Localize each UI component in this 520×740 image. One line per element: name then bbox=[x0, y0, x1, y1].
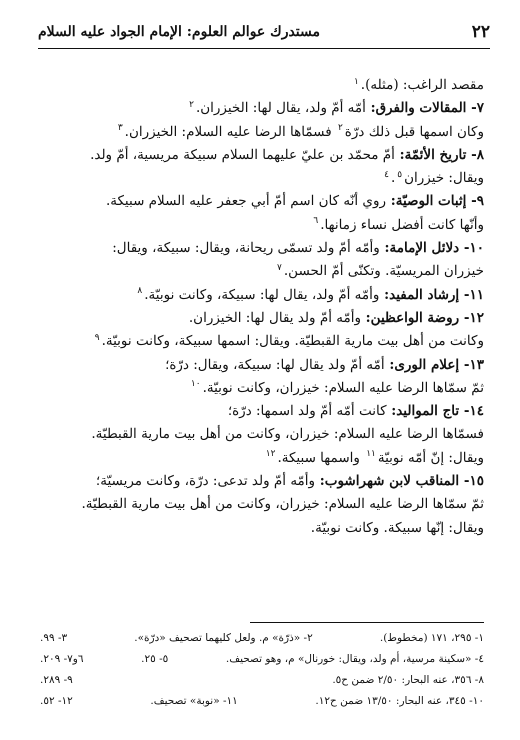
body-text-run: ثمّ سمّاها الرضا عليه السلام: خيزران، وكانت من أهل بيت مارية القبطيّة. bbox=[81, 496, 484, 513]
body-text-run: وأمّه أمّ ولد تدعى: درّة، وكانت مريسيّة؛ bbox=[95, 473, 316, 490]
body-text-run: فسمّاها الرضا عليه السلام: خيزران، وكانت من أهل بيت مارية القبطيّة. bbox=[91, 426, 484, 443]
footnote-marker: ٦ bbox=[313, 216, 319, 227]
footnote-item: ٣- ٩٩. bbox=[40, 632, 68, 644]
section-heading: ١٣- إعلام الورى: bbox=[384, 356, 484, 373]
body-line bbox=[40, 74, 484, 97]
body-line bbox=[40, 167, 484, 190]
body-text-run: أمّه أمّ ولد يقال لها: سبيكة، ويقال: درّة؛ bbox=[165, 356, 385, 373]
body-line bbox=[40, 493, 484, 516]
body-line bbox=[40, 470, 484, 493]
body-text-run: ويقال: إنّها سبيكة. وكانت نوبيّة. bbox=[310, 519, 484, 536]
footnote-item: ٥- ٢٥. bbox=[141, 653, 169, 665]
body-text-run: ثمّ سمّاها الرضا عليه السلام: خيزران، وكانت نوبيّة. bbox=[202, 379, 484, 396]
body-line bbox=[40, 307, 484, 330]
footnote-marker: ٤ bbox=[384, 169, 389, 180]
footnote-line bbox=[40, 670, 484, 691]
footnote-item: ١- ٢٩٥، ١٧١ (مخطوط). bbox=[379, 632, 484, 644]
section-heading: ٧- المقالات والفرق: bbox=[365, 100, 484, 117]
body-text-run: واسمها سبيكة. bbox=[277, 449, 365, 466]
section-heading: ١٠- دلائل الإمامة: bbox=[379, 240, 484, 257]
body-line bbox=[40, 97, 484, 120]
body-text-run: وأمّه أمّ ولد يقال لها: الخيزران. bbox=[188, 309, 361, 326]
footnote-marker: ٩ bbox=[94, 332, 100, 343]
footnote-rule bbox=[250, 622, 484, 623]
footnote-marker: ٢ bbox=[189, 99, 194, 110]
section-heading: ١٥- المناقب لابن شهراشوب: bbox=[315, 473, 484, 490]
body-text-run: خيزران المريسيّة. وتكنّى أمّ الحسن. bbox=[283, 263, 484, 280]
section-heading: ١١- إرشاد المفيد: bbox=[379, 286, 484, 303]
running-title: مستدرك عوالم العلوم: الإمام الجواد عليه السلام bbox=[38, 24, 321, 40]
section-heading: ١٤- تاج المواليد: bbox=[386, 403, 484, 420]
body-text-run: وأنّها كانت أفضل نساء زمانها. bbox=[320, 216, 484, 233]
page-number: ٢٢ bbox=[471, 22, 490, 42]
body-text bbox=[40, 74, 484, 540]
body-line bbox=[40, 377, 484, 400]
body-line bbox=[40, 190, 484, 213]
body-line bbox=[40, 237, 484, 260]
footnote-marker: ١٢ bbox=[265, 449, 276, 460]
body-text-run: ويقال: خيزران bbox=[404, 170, 484, 187]
footnote-marker: ٣ bbox=[117, 123, 123, 134]
body-line bbox=[40, 260, 484, 283]
footnote-item: ٩- ٢٨٩. bbox=[40, 674, 73, 686]
body-text-run: وكان اسمها قبل ذلك درّة bbox=[344, 123, 484, 140]
body-text-run: وأمّه أمّ ولد، يقال لها: سبيكة، وكانت نوبيّة. bbox=[144, 286, 380, 303]
footnote-line bbox=[40, 691, 484, 712]
footnote-item: ٦و٧- ٢٠٩. bbox=[40, 653, 84, 665]
footnote-item: ٢- «ذرّة» م. ولعل كليهما تصحيف «درّة». bbox=[134, 632, 313, 644]
section-heading: ١٢- روضة الواعظين: bbox=[360, 309, 484, 326]
body-text-run: . bbox=[390, 170, 396, 187]
footnote-marker: ١ bbox=[353, 76, 359, 87]
body-line bbox=[40, 423, 484, 446]
body-text-run: وكانت من أهل بيت مارية القبطيّة. ويقال: اسمها سبيكة، وكانت نوبيّة. bbox=[101, 333, 484, 350]
section-heading: ٨- تاريخ الأئمّة: bbox=[394, 146, 484, 163]
section-heading: ٩- إثبات الوصيّة: bbox=[386, 193, 484, 210]
body-line bbox=[40, 330, 484, 353]
body-text-run: أمّ محمّد بن عليّ عليهما السلام سبيكة مريسية، أمّ ولد. bbox=[90, 146, 395, 163]
body-line bbox=[40, 121, 484, 144]
footnote-item: ١٠- ٣٤٥، عنه البحار: ١٣/٥٠ ضمن ح١٢. bbox=[315, 695, 484, 707]
footnote-marker: ١١ bbox=[366, 449, 376, 460]
body-text-run: مقصد الراغب: (مثله). bbox=[360, 77, 484, 93]
footnotes bbox=[40, 628, 484, 712]
footnote-item: ٤- «سكينة مرسية، أم ولد، ويقال: خورنال» م، وهو تصحيف. bbox=[225, 653, 484, 665]
body-line bbox=[40, 144, 484, 167]
footnote-line bbox=[40, 628, 484, 649]
footnote-line bbox=[40, 649, 484, 670]
footnote-marker: ٢ bbox=[337, 123, 343, 134]
footnote-marker: ٨ bbox=[137, 286, 143, 297]
footnote-marker: ٧ bbox=[277, 262, 282, 273]
body-text-run: وأمّه أمّ ولد تسمّى ريحانة، ويقال: سبيكة، ويقال: bbox=[112, 240, 380, 257]
header-rule bbox=[38, 48, 490, 49]
footnote-marker: ٥ bbox=[397, 169, 403, 180]
body-line bbox=[40, 400, 484, 423]
body-line bbox=[40, 214, 484, 237]
footnote-marker: ١٠ bbox=[190, 379, 201, 390]
body-text-run: كانت أمّه أمّ ولد اسمها: درّة؛ bbox=[227, 403, 387, 420]
footnote-item: ١٢- ٥٢. bbox=[40, 695, 73, 707]
body-line bbox=[40, 517, 484, 540]
body-line bbox=[40, 354, 484, 377]
body-text-run: أمّه أمّ ولد، يقال لها: الخيزران. bbox=[195, 100, 366, 117]
body-text-run: ويقال: إنّ أمّه نوبيّة bbox=[377, 449, 484, 466]
body-line bbox=[40, 284, 484, 307]
footnote-item: ١١- «نوبة» تصحيف. bbox=[150, 695, 238, 707]
body-line bbox=[40, 447, 484, 470]
body-text-run: روي أنّه كان اسم أمّ أبي جعفر عليه السلام سبيكة. bbox=[105, 193, 387, 210]
page-header bbox=[38, 22, 490, 48]
footnote-item: ٨- ٣٥٦، عنه البحار: ٢/٥٠ ضمن ح٥. bbox=[332, 674, 484, 686]
body-text-run: فسمّاها الرضا عليه السلام: الخيزران. bbox=[124, 123, 336, 140]
